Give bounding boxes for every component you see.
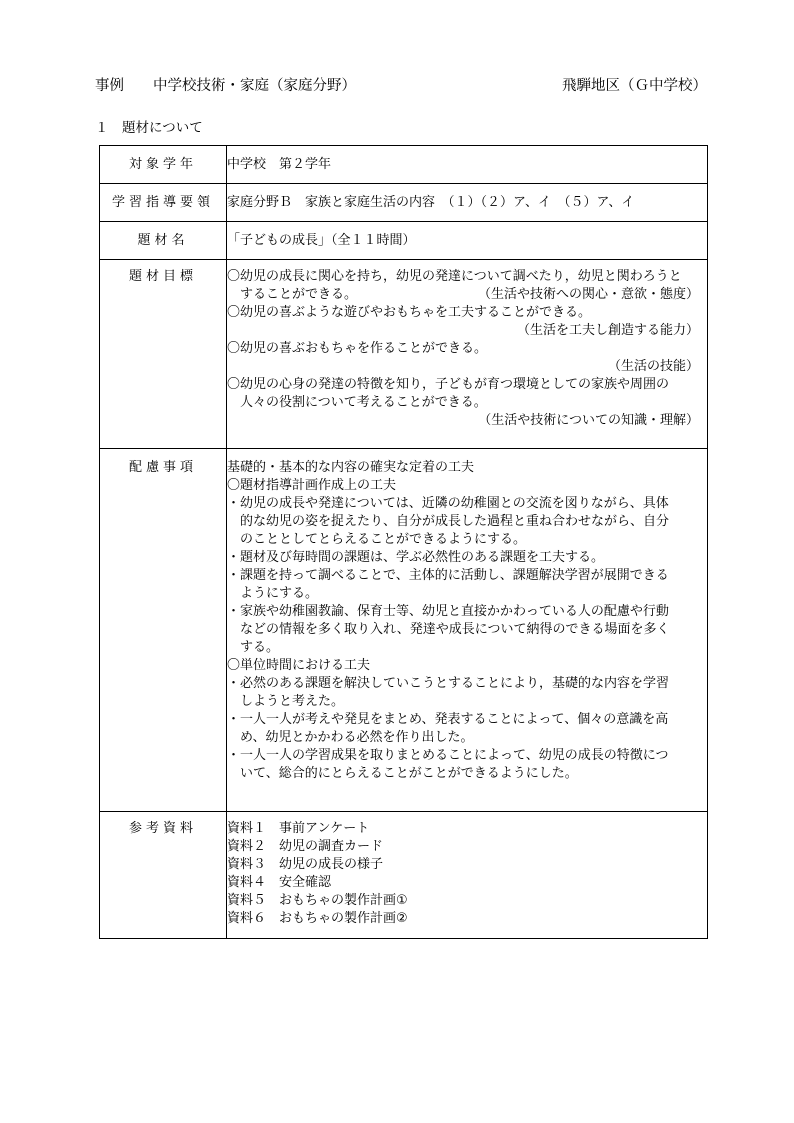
- reference-item: 資料４ 安全確認: [227, 875, 332, 890]
- consideration-line: のこととしてとらえることができるようにする。: [240, 532, 527, 547]
- goal-4-line-1: 〇幼児の心身の発達の特徴を知り，子どもが育つ環境としての家族や周囲の: [227, 377, 670, 392]
- goal-1-line-1: 〇幼児の成長に関心を持ち，幼児の発達について調べたり，幼児と関わろうと: [227, 269, 682, 284]
- considerations-content: [227, 449, 708, 812]
- row-references: [100, 812, 708, 939]
- goal-4-line-2: 人々の役割について考えることができる。: [240, 395, 487, 410]
- consideration-line: 基礎的・基本的な内容の確実な定着の工夫: [227, 460, 475, 475]
- considerations-label: 配慮事項: [100, 449, 227, 812]
- goal-3-line-1: 〇幼児の喜ぶおもちゃを作ることができる。: [227, 341, 488, 356]
- goals-label: 題材目標: [100, 260, 227, 449]
- guideline-value: 家庭分野Ｂ 家族と家庭生活の内容 （１）（２）ア、イ （５）ア、イ: [227, 184, 708, 222]
- row-goals: [100, 260, 708, 449]
- consideration-line: め、幼児とかかわる必然を作り出した。: [240, 730, 474, 745]
- guideline-label: 学習指導要領: [100, 184, 227, 222]
- consideration-line: ・幼児の成長や発達については、近隣の幼稚園との交流を図りながら、具体: [227, 496, 669, 511]
- consideration-line: 〇単位時間における工夫: [227, 658, 371, 673]
- unit-info-table: [99, 145, 708, 939]
- reference-item: 資料１ 事前アンケート: [227, 821, 370, 836]
- consideration-line: ・一人一人の学習成果を取りまとめることによって、幼児の成長の特徴につ: [227, 748, 669, 763]
- section-title: １ 題材について: [95, 120, 203, 136]
- reference-item: 資料２ 幼児の調査カード: [227, 839, 384, 854]
- document-header: [95, 74, 707, 94]
- reference-item: 資料３ 幼児の成長の様子: [227, 857, 384, 872]
- consideration-line: しようと考えた。: [240, 694, 345, 709]
- goal-4-note: （生活や技術についての知識・理解）: [478, 413, 699, 428]
- references-content: [227, 812, 708, 939]
- consideration-line: 的な幼児の姿を捉えたり、自分が成長した過程と重ね合わせながら、自分: [240, 514, 670, 529]
- consideration-line: する。: [240, 640, 280, 655]
- row-target-grade: [100, 146, 708, 184]
- consideration-line: ・題材及び毎時間の課題は、学ぶ必然性のある課題を工夫する。: [227, 550, 605, 565]
- consideration-line: ・課題を持って調べることで、主体的に活動し、課題解決学習が展開できる: [227, 568, 669, 583]
- consideration-line: 〇題材指導計画作成上の工夫: [227, 478, 397, 493]
- reference-item: 資料５ おもちゃの製作計画①: [227, 893, 408, 908]
- consideration-line: ・必然のある課題を解決していこうとすることにより，基礎的な内容を学習: [227, 676, 670, 691]
- target-grade-value: 中学校 第２学年: [227, 146, 708, 184]
- references-label: 参考資料: [100, 812, 227, 939]
- row-considerations: [100, 449, 708, 812]
- goal-1-line-2: することができる。: [240, 287, 358, 302]
- goal-1-note: （生活や技術への関心・意欲・態度）: [477, 287, 699, 302]
- row-guideline: [100, 184, 708, 222]
- consideration-line: ようにする。: [240, 586, 319, 601]
- goal-2-note: （生活を工夫し創造する能力）: [516, 323, 699, 338]
- goal-3-note: （生活の技能）: [607, 359, 699, 374]
- header-case-title: 事例 中学校技術・家庭（家庭分野）: [95, 78, 356, 94]
- consideration-line: ・家族や幼稚園教諭、保育士等、幼児と直接かかわっている人の配慮や行動: [227, 604, 669, 619]
- reference-item: 資料６ おもちゃの製作計画②: [227, 911, 408, 926]
- goal-2-line-1: 〇幼児の喜ぶような遊びやおもちゃを工夫することができる。: [227, 305, 592, 320]
- unit-name-value: 「子どもの成長」（全１１時間）: [227, 222, 708, 260]
- row-unit-name: [100, 222, 708, 260]
- consideration-line: などの情報を多く取り入れ、発達や成長について納得のできる場面を多く: [240, 622, 670, 637]
- target-grade-label: 対象学年: [100, 146, 227, 184]
- unit-name-label: 題材名: [100, 222, 227, 260]
- consideration-line: ・一人一人が考えや発見をまとめ、発表することによって、個々の意識を高: [227, 712, 669, 727]
- header-school-name: 飛騨地区（Ｇ中学校）: [562, 78, 707, 94]
- consideration-line: いて、総合的にとらえることがことができるようにした。: [240, 766, 578, 781]
- goals-content: [227, 260, 708, 449]
